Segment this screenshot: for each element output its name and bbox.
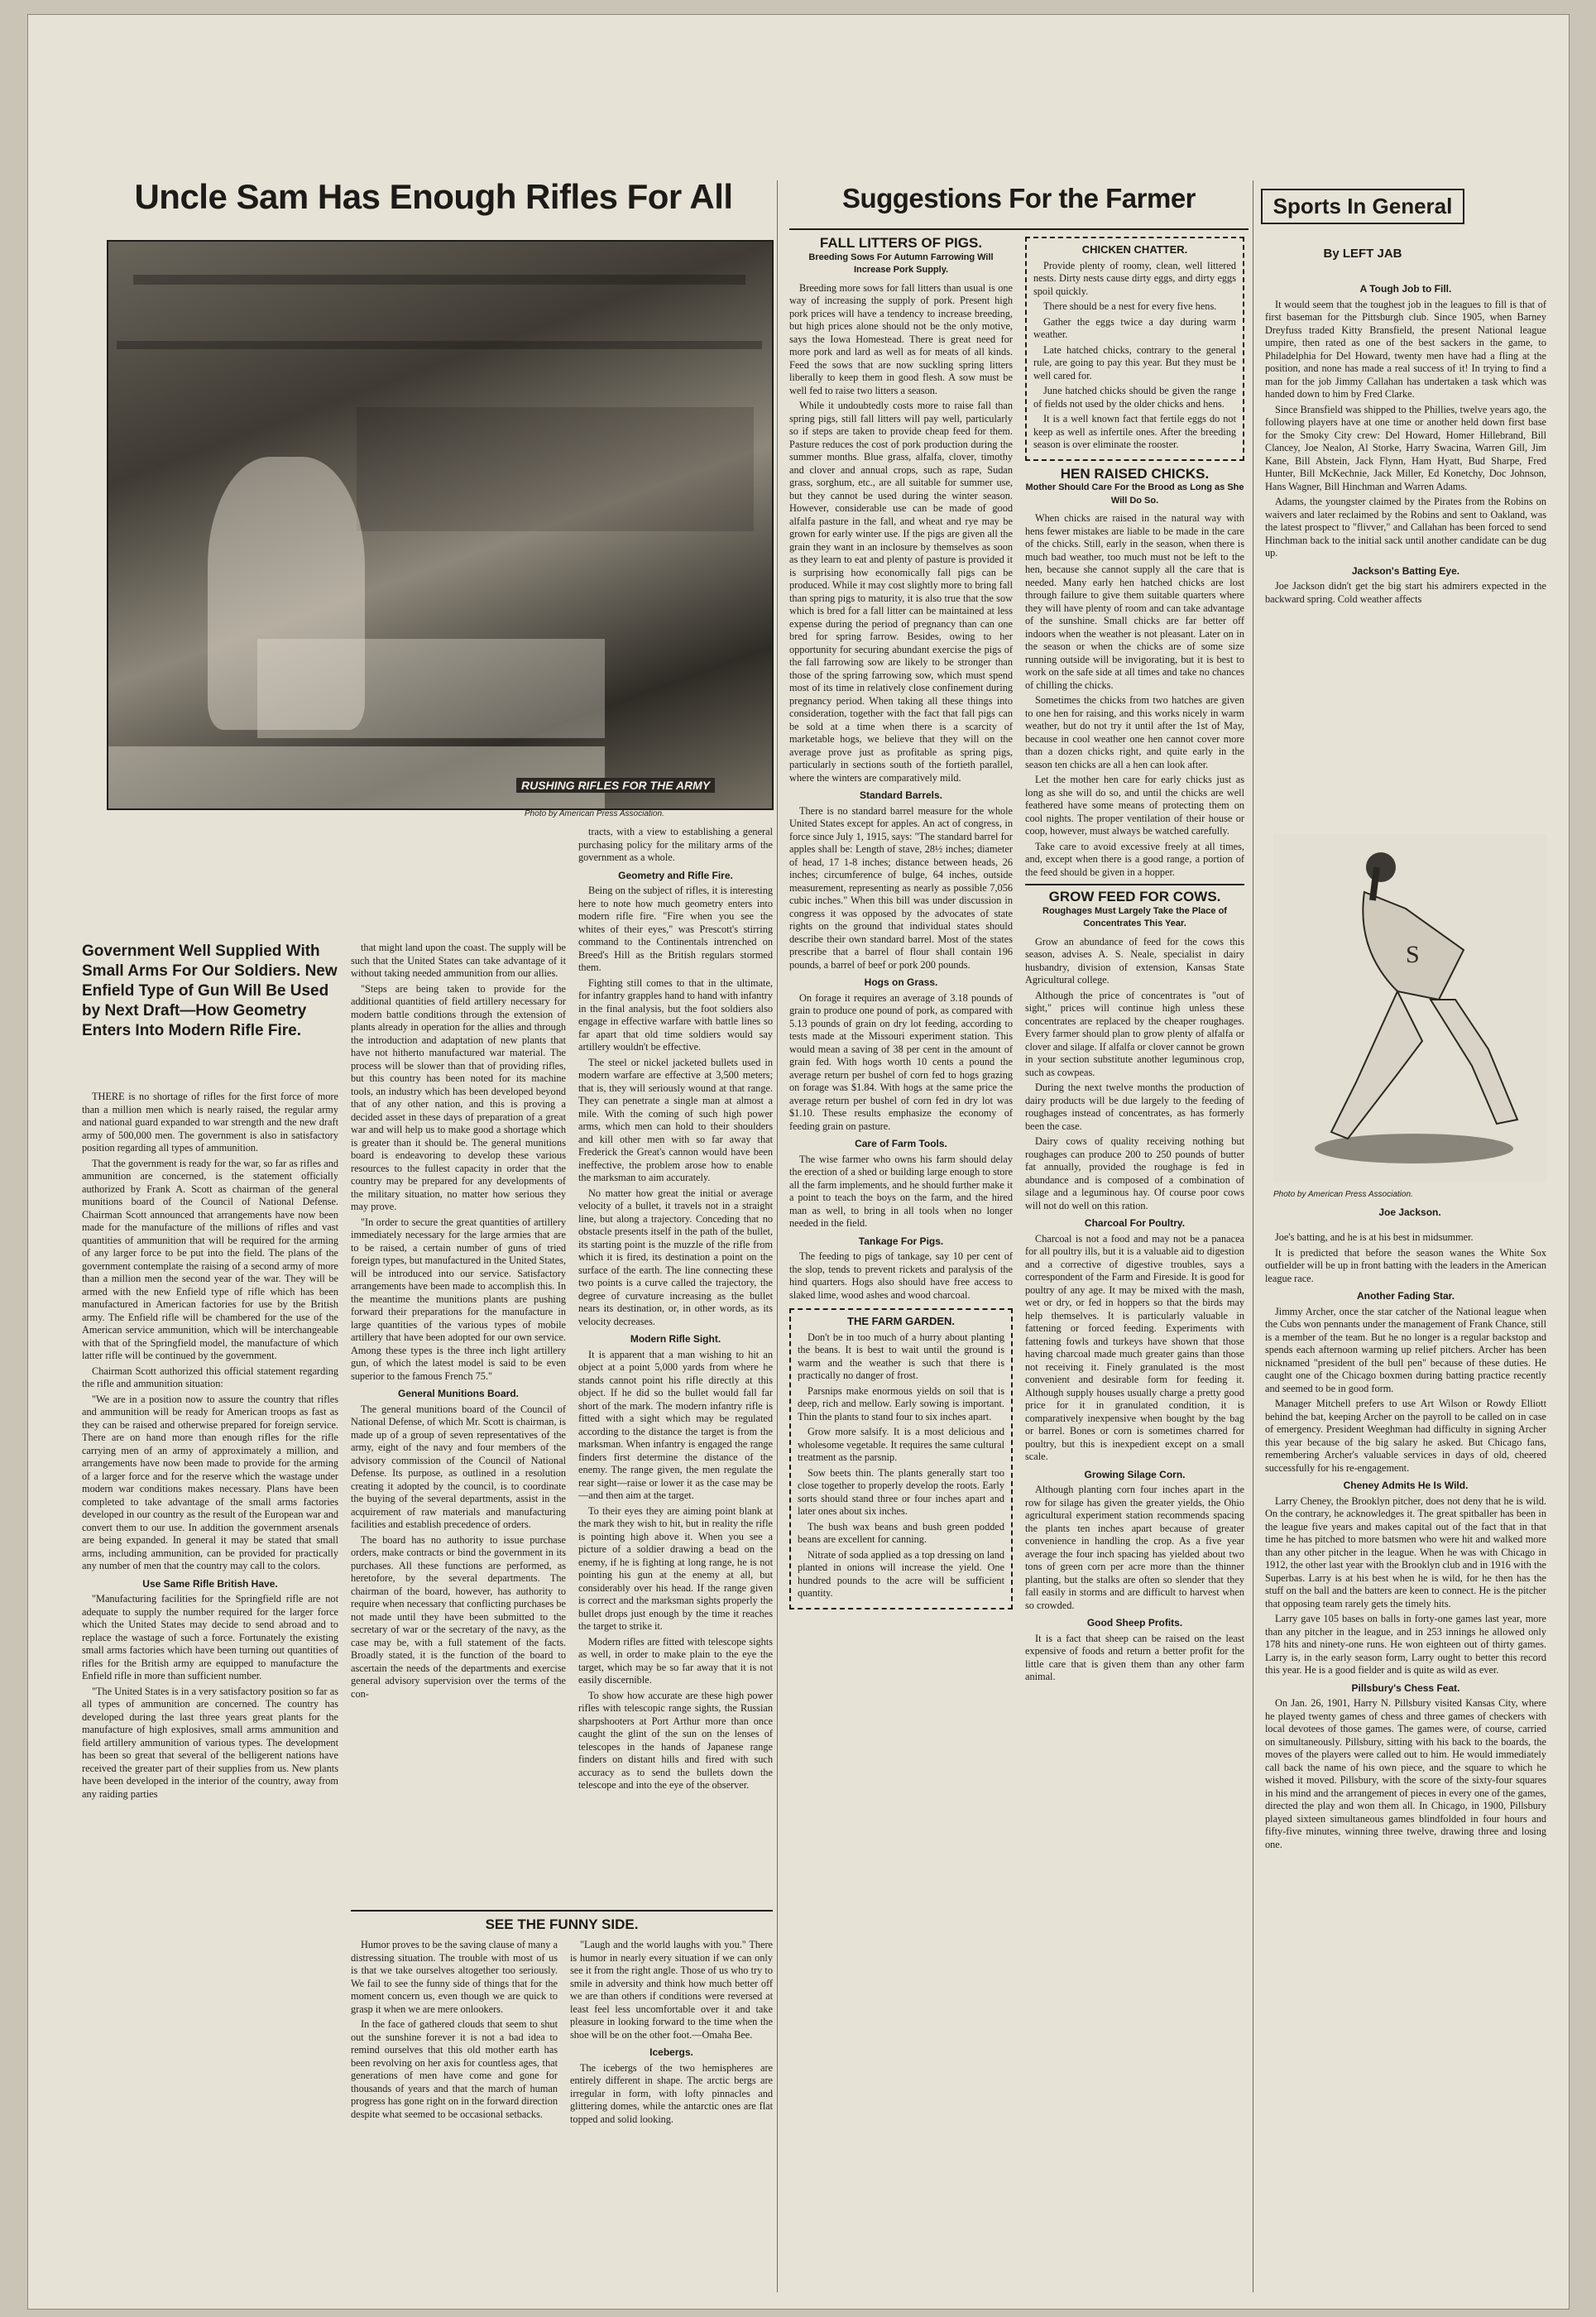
deck: Breeding Sows For Autumn Farrowing Will Increase Pork Supply. (808, 252, 994, 275)
paragraph: It would seem that the toughest job in the leagues to fill is that of first baseman for the Pittsburgh club. Since 1905, when Barney Dreyfuss traded Kitty Bransfield, the present National league umpire, then rated as one of the best sackers in the game, to Philadelphia for Del Howard, twenty men have had a fling at the position, and none has made a real success of it! In trying to find a man for the job Jimmy Callahan has undertaken a task which was handed down to him by Fred Clarke. (1265, 298, 1546, 400)
left-column-2 (351, 942, 566, 1906)
paragraph: The board has no authority to issue purchase orders, make contracts or bind the government in its purchases. All these functions are performed, as heretofore, by the several departments. The chairman of the board, however, has authority to require when necessary that conflicting purchases be not made until they have been submitted to the secretary of war or the secretary of the navy, as the case may be, with a full statement of the facts. Broadly stated, it is the function of the board to ascertain the needs of the departments and exercise general advisory supervision over the terms of the con- (351, 1533, 566, 1700)
sports-banner-box (1261, 189, 1464, 224)
paragraph: When chicks are raised in the natural way with hens fewer mistakes are liable to be made in the care of the chicks. Still, early in the season, when there is much bad weather, too much must not be left to the hen, because she cannot supply all the care that is needed. Many early hen hatched chicks are lost through failure to give them suitable quarters where they will have plenty of room and can take advantage of the sunshine. Small chicks are far better off indoors when the weather is not pleasant. Later on in the season or when the chicks are of some size running outside will be invigorating, but it is best to work on the safe side at all times and take no chances of chilling the chicks. (1025, 512, 1244, 691)
farmer-column-2 (1025, 237, 1244, 2260)
chicken-chatter-box (1025, 237, 1244, 461)
paragraph: Late hatched chicks, contrary to the general rule, are going to pay this year. But they must be well cared for. (1033, 343, 1236, 381)
paragraph: Since Bransfield was shipped to the Phillies, twelve years ago, the following players have at one time or another held down first base for the Smoky City crew: Del Howard, Homer Hillebrand, Bill Clancey, Joe Nealon, Al Storke, Harry Swacina, Warren Gill, Jim Kane, Bill Abstein, Jack Flynn, Ham Hyatt, Bud Sharpe, Fred Hunter, Bill McKechnie, Jack Miller, Ed Konetchy, Doc Johnson, Hans Wagner, Bill Hinchman and Warren Adams. (1265, 403, 1546, 492)
paragraph: Breeding more sows for fall litters than usual is one way of increasing the supply of pork. Present high pork prices will have a tendency to increase breeding, but high prices alone should not be the only motive, says the Iowa Homestead. There is great need for more pork and lard as well as for meats of all kinds. Feed the sows that are now suckling spring litters liberally to keep them in good flesh. A sow must be well fed to raise two litters a season. (789, 281, 1013, 396)
paragraph: It is a fact that sheep can be raised on the least expensive of foods and return a better profit for the little care that is given them than any other farm animal. (1025, 1632, 1244, 1682)
paragraph: To show how accurate are these high power rifles with telescopic range sights, the Russian sharpshooters at Port Arthur more than once caught the glint of the sun on the lenses of telescopes in the hands of Japanese range finders on distant hills and fired with such accuracy as to send the bullets down the telescope and into the eye of the observer. (578, 1689, 773, 1791)
column-rule (777, 180, 778, 2292)
paragraph: Provide plenty of roomy, clean, well littered nests. Dirty nests cause dirty eggs, and dirty eggs spoil quickly. (1033, 259, 1236, 297)
paragraph: "Steps are being taken to provide for the additional quantities of field artillery necessary for modern battle conditions through the extension of plants already in operation for the allies and through the introduction and adaptation of new plants that have not hitherto manufactured war material. The process will be slower than that of providing rifles, but this country has been noted for its machine tools, an industry which has been developed beyond that of any other nation, and this is proving a decided asset in these days of preparation of a great war and will help us to make good a shortage which is greater than it should be. The general munitions board is endeavoring to develop these various resources to the fullest capacity in order that the country may be prepared for any developments of the military situation, no matter how serious they may prove. (351, 982, 566, 1212)
funny-column-1 (351, 1939, 558, 2270)
paragraph: Humor proves to be the saving clause of many a distressing situation. The trouble with most of us is that we take ourselves altogether too seriously. We fail to see the funny side of things that for the moment concern us, even though we are quick to grasp it when we are mere onlookers. (351, 1939, 558, 2015)
paragraph: Adams, the youngster claimed by the Pirates from the Robins on waivers and later reclaimed by the Robins and sent to Oakland, was the latest prospect to "flivver," and Callahan has been forced to send Hinchman back to the initial sack until another candidate can be dug up. (1265, 496, 1546, 559)
paragraph: Fighting still comes to that in the ultimate, for infantry grapples hand to hand with infantry in the final analysis, but the foot soldiers also engage in effective warfare with battle lines so far apart that old time soldiers would say artillery wouldn't be effective. (578, 976, 773, 1053)
paragraph: The icebergs of the two hemispheres are entirely different in shape. The arctic bergs are irregular in form, with lofty pinnacles and glittering domes, while the antarctic ones are flat topped and solid looking. (570, 2061, 773, 2125)
funny-column-2 (570, 1939, 773, 2270)
chicken-chatter-headline: CHICKEN CHATTER. (1081, 243, 1188, 256)
subhead: A Tough Job to Fill. (1359, 283, 1452, 295)
paragraph: Chairman Scott authorized this official statement regarding the rifle and ammunition situation: (82, 1365, 338, 1389)
paragraph: Jimmy Archer, once the star catcher of the National league when the Cubs won pennants under the management of Frank Chance, still is a member of the team. But he no longer is a regular backstop and spends each afternoon warming up relief pitchers. Archer has been nicknamed "president of the bull pen" because of these duties. He caught one of the Chicago boxmen during batting practice recently and seemed to be in good form. (1265, 1305, 1546, 1394)
paragraph: Modern rifles are fitted with telescope sights as well, in order to make plain to the eye the target, which may be so far away that it is not easily discernible. (578, 1635, 773, 1686)
farm-garden-box (789, 1308, 1013, 1609)
subhead: Standard Barrels. (859, 789, 943, 801)
farmer-banner: Suggestions For the Farmer (841, 183, 1196, 213)
paragraph: "We are in a position now to assure the country that rifles and ammunition will be ready for American troops as fast as they can be raised and otherwise prepared for foreign service. There are on hand more than enough rifles for the rifle carrying men of an army of approximately a million, and arrangements have now been made to provide for the arming of a larger force and for the reserve which the wastage under modern war conditions makes necessary. Plans have been completed to take advantage of the small arms factories developed in our country as the result of the European war and convert them to our use. In addition the government arsenals are being expanded. In general it may be stated that small arms, including ammunition, can be provided for practically any number of men that the country may call to the colors. (82, 1393, 338, 1571)
left-deck: Government Well Supplied With Small Arms For Our Soldiers. New Enfield Type of Gun Will Be Used by Next Draft—How Geometry Enters Into Modern Rifle Fire. (82, 943, 338, 1039)
paragraph: Although planting corn four inches apart in the row for silage has given the greater yields, the Ohio agricultural experiment station recommends spacing the plants ten inches apart because of greater convenience in handling the crop. As a five year average the four inch spacing has yielded about two tons of green corn per acre more than the thinner planting, but the stalks are often so slender that they fall easily in storms and are difficult to harvest when so crowded. (1025, 1484, 1244, 1611)
paragraph: Gather the eggs twice a day during warm weather. (1033, 315, 1236, 340)
paragraph: Grow an abundance of feed for the cows this season, advises A. S. Neale, specialist in dairy husbandry, division of extension, Kansas State Agricultural college. (1025, 935, 1244, 986)
farmer-column-1 (789, 237, 1013, 2260)
svg-text:S: S (1406, 941, 1420, 968)
sports-banner: Sports In General (1272, 194, 1453, 218)
subhead: Charcoal For Poultry. (1084, 1217, 1186, 1229)
deck: Mother Should Care For the Brood as Long as She Will Do So. (1025, 482, 1244, 506)
subhead: Growing Silage Corn. (1084, 1468, 1186, 1480)
paragraph: To their eyes they are aiming point blank at the mark they wish to hit, but in reality the rifle is pointing high above it. When you see a picture of a soldier drawing a bead on the enemy, if he is fighting at long range, he is not pointing his gun at the enemy at all, but considerably over his head. If the range given is correct and the marksman sights properly the bullet drops just enough by the time it reaches the target to strike it. (578, 1504, 773, 1632)
paragraph: There is no standard barrel measure for the whole United States except for apples. An act of congress, in force since July 1, 1915, says: "The standard barrel for apples shall be: Length of stave, 28½ inches; diameter of head, 17 1-8 inches; distance between heads, 26 inches; circumference of bulge, 64 inches, outside measurement, representing as nearly as possible 7,056 cubic inches." When this bill was under discussion in congress it was opposed by the advocates of state rights on the ground that individual states should describe their own standard barrel. Most of the states prescribe that a barrel of flour shall contain 196 pounds, a barrel of beef or pork 200 pounds. (789, 804, 1013, 971)
paragraph: Larry Cheney, the Brooklyn pitcher, does not deny that he is wild. On the contrary, he acknowledges it. The great spitballer has been in the league five years and makes capital out of the fact that in that time he has pitched to more batsmen who were hit and walked more than any other pitcher in the league. When he was with Chicago in 1912, the other last year with the Brooklyn club and in 1916 with the Superbas. Larry is at his best when he is wild, for he then has the stuff on the ball and the batters are keen to connect. He is the pitcher that opposing team rarely gets the timely hits. (1265, 1494, 1546, 1609)
subhead: Good Sheep Profits. (1086, 1617, 1183, 1629)
paragraph: that might land upon the coast. The supply will be such that the United States can take advantage of it without taking needed ammunition from our allies. (351, 942, 566, 979)
paragraph: No matter how great the initial or average velocity of a bullet, it travels not in a straight line, but along a trajectory. Conceding that no obstacle presents itself in the path of the bullet, its starting point is the muzzle of the rifle from which it is fired, its destination a point on the surface of the earth. The line connecting these two points is a curve called the trajectory, the degree of curvature increasing as the bullet nears its destination, or, in other words, as its velocity decreases. (578, 1187, 773, 1327)
photo-caption: RUSHING RIFLES FOR THE ARMY (516, 778, 715, 793)
paragraph: "The United States is in a very satisfactory position so far as all types of ammunition are concerned. The country has developed during the last three years great plants for the manufacture of high explosives, small arms ammunition and field artillery ammunition of various types. The development has been so great that several of the belligerent nations have received the greater part of their supplies from us. New plants have been developed in the interior of the country, away from any raiding parties (82, 1685, 338, 1800)
paragraph: Parsnips make enormous yields on soil that is deep, rich and mellow. Early sowing is important. Thin the plants to stand four to six inches apart. (798, 1384, 1004, 1422)
subhead: General Munitions Board. (397, 1388, 519, 1399)
paragraph: "Laugh and the world laughs with you." There is humor in nearly every situation if we can only see it from the right angle. Those of us who try to smile in adversity and think how much better off we are than others if conditions were reversed at least feel less uncomfortable over it and take pleasure in looking forward to the time when the shoe will be on the other foot.—Omaha Bee. (570, 1939, 773, 2041)
paragraph: The steel or nickel jacketed bullets used in modern warfare are effective at 3,500 meters; that is, they will seriously wound at that range. They can penetrate a single man at almost a mile. With the coming of such high power arms, which men can hold to their shoulders and kill other men with so far away that Frederick the Great's cannon would have been ineffective, the problem arose how to enable the marksman to aim accurately. (578, 1056, 773, 1183)
paragraph: Sow beets thin. The plants generally start too close together to properly develop the roots. Early sorts should stand three or four inches apart and later ones about six inches. (798, 1466, 1004, 1517)
subhead: Use Same Rifle British Have. (142, 1577, 278, 1590)
subhead: Hogs on Grass. (864, 976, 938, 988)
paragraph: Although the price of concentrates is "out of sight," prices will continue high unless these concentrates are replaced by the cheaper roughages. Every farmer should plan to grow plenty of alfalfa or clover and silage. If alfalfa or clover cannot be grown in your section substitute another leguminous crop, such as cowpeas. (1025, 989, 1244, 1078)
subhead: Icebergs. (649, 2046, 693, 2058)
subhead: Another Fading Star. (1356, 1290, 1455, 1302)
sports-column-bottom (1265, 1231, 1546, 2262)
subhead: Modern Rifle Sight. (630, 1333, 721, 1345)
paragraph: On forage it requires an average of 3.18 pounds of grain to produce one pound of pork, as compared with 5.13 pounds of grain on dry lot feeding, according to tests made at the Missouri experiment station. This would mean a saving of 38 per cent in the amount of grain fed. With hogs worth 10 cents a pound the average return per bushel of corn fed to hogs grazing on forage was $1.84. With hogs at the same price the average return per bushel of corn fed in dry lot was $1.10. These results emphasize the economy of feeding grain on pasture. (789, 991, 1013, 1132)
paragraph: The bush wax beans and bush green podded beans are excellent for canning. (798, 1520, 1004, 1545)
sports-column-top (1265, 278, 1546, 775)
paragraph: Sometimes the chicks from two hatches are given to one hen for raising, and this works nicely in warm weather, but do not try it until after the 1st of May, because in cool weather one hen cannot cover more than a dozen chicks right, and quite early in the season ten chicks are all a hen can look after. (1025, 694, 1244, 770)
paragraph: Larry gave 105 bases on balls in forty-one games last year, more than any pitcher in the league, and in 253 innings he allowed only 178 hits and ninety-one runs. He won eighteen out of thirty games. Larry is, in the early season form, Larry ought to better this record this year. He is a good fielder and is quite as wild as ever. (1265, 1613, 1546, 1676)
paragraph: The wise farmer who owns his farm should delay the erection of a shed or building large enough to store all the farm implements, and he should further make it a point to teach the boys on the farm, and the hired man as well, to bring in all tools when no longer needed in the field. (789, 1153, 1013, 1229)
divider (789, 228, 1249, 230)
paragraph: Being on the subject of rifles, it is interesting here to note how much geometry enters into modern rifle fire. "Fire when you see the whites of their eyes," was Prescott's stirring command to the Continentals intrenched on Breed's Hill as the British regulars stormed them. (578, 885, 773, 973)
rifles-factory-photo (107, 240, 774, 810)
paragraph: Don't be in too much of a hurry about planting the beans. It is best to wait until the ground is warm and the weather is such that there is practically no danger of frost. (798, 1331, 1004, 1381)
farm-garden-headline: THE FARM GARDEN. (847, 1315, 955, 1327)
paragraph: Joe Jackson didn't get the big start his admirers expected in the backward spring. Cold weather affects (1265, 580, 1546, 605)
hen-raised-headline: HEN RAISED CHICKS. (1060, 465, 1210, 482)
paragraph: The feeding to pigs of tankage, say 10 per cent of the slop, tends to prevent rickets and paralysis of the hind quarters. Hogs also should have free access to slaked lime, wood ashes and wood charcoal. (789, 1250, 1013, 1301)
paragraph: The general munitions board of the Council of National Defense, of which Mr. Scott is chairman, is made up of a group of seven representatives of the army, eight of the navy and four members of the advisory commission of the Council of National Defense. Its purpose, as outlined in a resolution creating it adopted by the council, is to coordinate the buying of the several departments, assist in the acquirement of raw materials and manufacturing facilities and establish precedence of orders. (351, 1403, 566, 1530)
divider (351, 1910, 773, 1912)
left-column-1 (82, 1091, 338, 2266)
paragraph: "In order to secure the great quantities of artillery immediately necessary for the large armies that are to be raised, a certain number of guns of tried foreign types, but manufactured in the United States, will be introduced into our service. Satisfactory arrangements have been made to accomplish this. In the meantime the munitions plants are pushing forward their preparations for the manufacture in large quantities of the various types of mobile artillery that have been adopted for our own service. Among these types is the three inch light artillery gun, of which the latest model is said to be even superior to the famous French 75." (351, 1216, 566, 1382)
newspaper-page (28, 15, 1569, 2309)
photo-credit: Photo by American Press Association. (525, 809, 664, 818)
paragraph: There should be a nest for every five hens. (1043, 300, 1217, 312)
paragraph: tracts, with a view to establishing a general purchasing policy for the military arms of the government as a whole. (578, 826, 773, 863)
fall-litters-headline: FALL LITTERS OF PIGS. (819, 237, 983, 251)
subhead: Pillsbury's Chess Feat. (1351, 1681, 1460, 1694)
paragraph: It is predicted that before the season wanes the White Sox outfielder will be up in front batting with the leaders in the American league race. (1265, 1246, 1546, 1284)
byline: By LEFT JAB (1323, 247, 1402, 261)
paragraph: During the next twelve months the production of dairy products will be due largely to the feeding of roughages instead of concentrates, as has formerly been the case. (1025, 1082, 1244, 1132)
paragraph: "Manufacturing facilities for the Springfield rifle are not adequate to supply the number required for the larger force which the United States may decide to send abroad and to replace the wastage of such a force. Fortunately the existing small arms factories which have been turning out quantities of rifles for the British army are equipped to manufacture the Enfield rifle in more than sufficient number. (82, 1593, 338, 1681)
subhead: Care of Farm Tools. (855, 1138, 947, 1149)
paragraph: Nitrate of soda applied as a top dressing on land planted in onions will increase the yield. One hundred pounds to the acre will be sufficient quantity. (798, 1548, 1004, 1599)
paragraph: Let the mother hen care for early chicks just as long as she will do so, and until the chicks are well feathered have some means of protecting them on cool nights. The proper ventilation of their house or coop, however, must always be watched carefully. (1025, 774, 1244, 837)
paragraph: While it undoubtedly costs more to raise fall than spring pigs, still fall litters will pay well, particularly so if steps are taken to provide cheap feed for them. Pasture reduces the cost of pork production during the summer months. Blue grass, alfalfa, clover, timothy and clover and annual crops, such as rape, Sudan grass, sorghum, etc., are all suitable for summer use, but they cannot be used during the winter season. However, considerable use can be made of good alfalfa pasture in the fall, and wheat and rye may be grown for early winter use. If the pigs are given all the grain they want in an inclosure by themselves as soon as they learn to eat and plenty of pasture is provided it is surprising how economically fall pigs can be produced. While it may cost slightly more to bring fall than spring pigs to maturity, it is also true that the sow which is bred for a fall litter can be maintained at less expense during the period of pregnancy than can one bred for spring farrow. Besides, owing to her opportunity for securing abundant exercise the pigs of the fall farrowing sow are likely to be stronger than those of the spring farrowing sow, which must spend most of its time in relatively close confinement during pregnancy period. When taking all these things into consideration, together with the fact that fall pigs can be sold at a time when there is a scarcity of marketable hogs, we believe that they will on the average prove just as profitable as spring pigs, particularly in sections south of the fortieth parallel, where the winters are comparatively mild. (789, 400, 1013, 784)
paragraph: In the face of gathered clouds that seem to shut out the sunshine forever it is not a bad idea to remind ourselves that this old mother earth has been revolving on her axis for countless ages, that generations of men have come and gone for thousands of years and that the march of human progress has gone right on in the forward direction despite what seemed to be occasional setbacks. (351, 2018, 558, 2120)
deck: Roughages Must Largely Take the Place of Concentrates This Year. (1042, 905, 1227, 928)
paragraph: Take care to avoid excessive freely at all times, and, except when there is a good range, a portion of the feed should be given in a hopper. (1025, 840, 1244, 878)
sports-photo-credit: Photo by American Press Association. (1273, 1190, 1413, 1199)
joe-jackson-caption: Joe Jackson. (1378, 1206, 1441, 1218)
subhead: Jackson's Batting Eye. (1351, 564, 1460, 577)
paragraph: It is apparent that a man wishing to hit an object at a point 5,000 yards from where he stands cannot point his rifle directly at this object. If he did so the bullet would fall far short of the mark. The modern infantry rifle is fitted with a sight which may be regulated according to the distance the target is from the marksman. When infantry is engaged the range finders first determine the distance of the enemy. The range given, the men regulate the rear sight—raise or lower it as the case may be—and then aim at the target. (578, 1348, 773, 1501)
paragraph: On Jan. 26, 1901, Harry N. Pillsbury visited Kansas City, where he played twenty games of chess and three games of checkers with local devotees of those games. The games were, of course, carried on simultaneously. Pillsbury, sitting with his back to the boards, the moves of the players were called out to him. He would immediately call back the name of his own piece, and the square to which he wished it moved. Pillsbury, with the score of the sixty-four squares in his mind and the arrangement of pieces in every one of the games, directed the play and won them all. In Chicago, in 1900, Pillsbury played sixteen simultaneous games blindfolded in four hours and fifty-five minutes, winning three twelve, drawing three and losing one. (1265, 1697, 1546, 1850)
funny-side-headline: SEE THE FUNNY SIDE. (485, 1916, 639, 1932)
subhead: Cheney Admits He Is Wild. (1343, 1480, 1469, 1491)
left-column-3 (578, 826, 773, 1906)
paragraph: Joe's batting, and he is at his best in midsummer. (1275, 1231, 1474, 1243)
divider (1025, 884, 1244, 885)
subhead: Tankage For Pigs. (858, 1235, 944, 1247)
paragraph: THERE is no shortage of rifles for the first force of more than a million men which is nearly raised, the regular army and national guard expanded to war strength and the new draft army of 500,000 men. The government is also in satisfactory position regarding all types of ammunition. (82, 1091, 338, 1154)
paragraph: That the government is ready for the war, so far as rifles and ammunition are concerned, is the statement officially authorized by Frank A. Scott as chairman of the general munitions board of the Council of National Defense. Chairman Scott announced that arrangements have now been made for the manufacture of the millions of rifles and vast quantities of ammunition that will be required for the arming of any larger force to be put into the field. The plans of the government contemplate the raising of a second army of more than a million men the second year of the war. They will be armed with the new Enfield type of rifle which has been manufactured in American factories for use by the British army. The Enfield rifle will be chambered for the use of the American service ammunition, which will be interchangeable with that of the Springfield model, the manufacture of which latter rifle will be continued by the government. (82, 1157, 338, 1361)
paragraph: It is a well known fact that fertile eggs do not keep as well as infertile ones. After the breeding season is over eliminate the rooster. (1033, 413, 1236, 450)
joe-jackson-photo (1273, 834, 1546, 1182)
subhead: Geometry and Rifle Fire. (618, 869, 733, 881)
paragraph: Dairy cows of quality receiving nothing but roughages can produce 200 to 250 pounds of butter fat annually, provided the roughage is fed in abundance and is composed of a combination of silage and a leguminous hay. Of course poor cows will not do well on this ration. (1025, 1135, 1244, 1211)
paragraph: Manager Mitchell prefers to use Art Wilson or Rowdy Elliott behind the bat, keeping Archer on the payroll to be called on in case of emergency. President Weeghman had difficulty in signing Archer this year because of the big salary he asked. But Chicago fans, remembering Archer's valuable services in days of old, cheered successfully for his re-engagement. (1265, 1398, 1546, 1474)
paragraph: Charcoal is not a food and may not be a panacea for all poultry ills, but it is a valuable aid to digestion and a corrective of digestive troubles, says a correspondent of the Farm and Fireside. It is good for poultry of any age. It may be mixed with the mash, wet or dry, or fed in hoppers so that the birds may help themselves. It is particularly valuable in fattening or forced feeding. Experiments with fattening fowls and turkeys have shown that those having charcoal made much greater gains than those not receiving it. Finely granulated is the most convenient and desirable form for feeding it. Although supply houses usually charge a pretty good price for it in granulated condition, it is comparatively inexpensive when bought by the bag or barrel. Bones or corn is sometimes charred for poultry, but this is inexpedient except on a small scale. (1025, 1232, 1244, 1462)
paragraph: Grow more salsify. It is a most delicious and wholesome vegetable. It requires the same cultural treatment as the parsnip. (798, 1426, 1004, 1463)
uncle-sam-banner: Uncle Sam Has Enough Rifles For All (134, 177, 733, 216)
grow-feed-headline: GROW FEED FOR COWS. (1048, 889, 1221, 904)
paragraph: June hatched chicks should be given the range of fields not used by the older chicks and hens. (1033, 385, 1236, 410)
